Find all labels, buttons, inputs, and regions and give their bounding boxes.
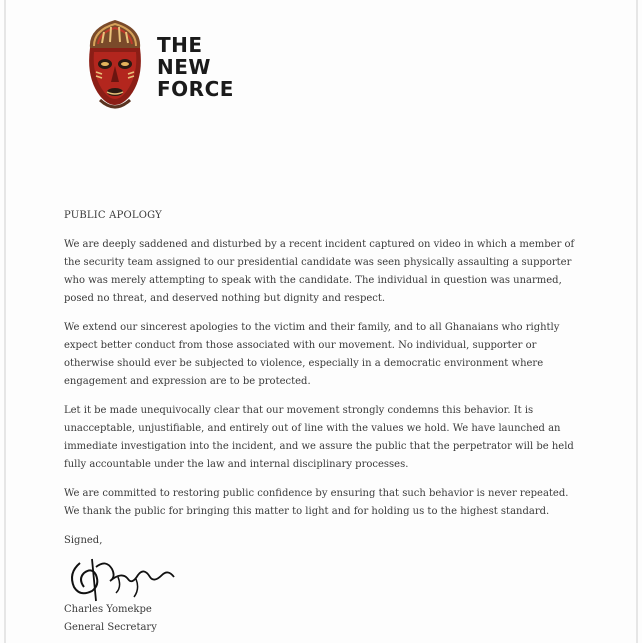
brand-line-2: NEW <box>157 55 211 79</box>
letter-paragraph-1: We are deeply saddened and disturbed by a recent incident captured on video in which a member of the security team assigned to our presidential candidate was seen physically assaulting a supporter who was merely attempting to speak with the candidate. The individual in question was unarmed, posed no threat, and deserved nothing but dignity and respect. <box>64 239 575 304</box>
letter-body <box>64 207 584 550</box>
signer-title: General Secretary <box>64 622 157 633</box>
signer-block <box>64 601 157 637</box>
page-left-edge <box>4 0 6 643</box>
signer-name: Charles Yomekpe <box>64 604 152 615</box>
letter-paragraph-4: We are committed to restoring public confidence by ensuring that such behavior is never repeated. We thank the public for bringing this matter to light and for holding us to the highest standard. <box>64 488 569 517</box>
handwritten-signature <box>66 553 178 605</box>
tribal-mask-icon <box>80 18 150 114</box>
page-right-edge <box>636 0 638 643</box>
brand-logo <box>80 18 260 114</box>
brand-line-3: FORCE <box>157 77 234 101</box>
signed-label: Signed, <box>64 535 103 546</box>
letter-paragraph-2: We extend our sincerest apologies to the victim and their family, and to all Ghanaians who rightly expect better conduct from those associated with our movement. No individual, supporter or otherwise should ever be subjected to violence, especially in a democratic environment where engagement and expression are to be protected. <box>64 322 560 387</box>
letter-heading: PUBLIC APOLOGY <box>64 210 162 221</box>
brand-wordmark <box>157 34 234 100</box>
letter-paragraph-3: Let it be made unequivocally clear that our movement strongly condemns this behavior. It is unacceptable, unjustifiable, and entirely out of line with the values we hold. We have launched an immediate investigation into the incident, and we assure the public that the perpetrator will be held fully accountable under the law and internal disciplinary processes. <box>64 405 574 470</box>
brand-line-1: THE <box>157 33 203 57</box>
